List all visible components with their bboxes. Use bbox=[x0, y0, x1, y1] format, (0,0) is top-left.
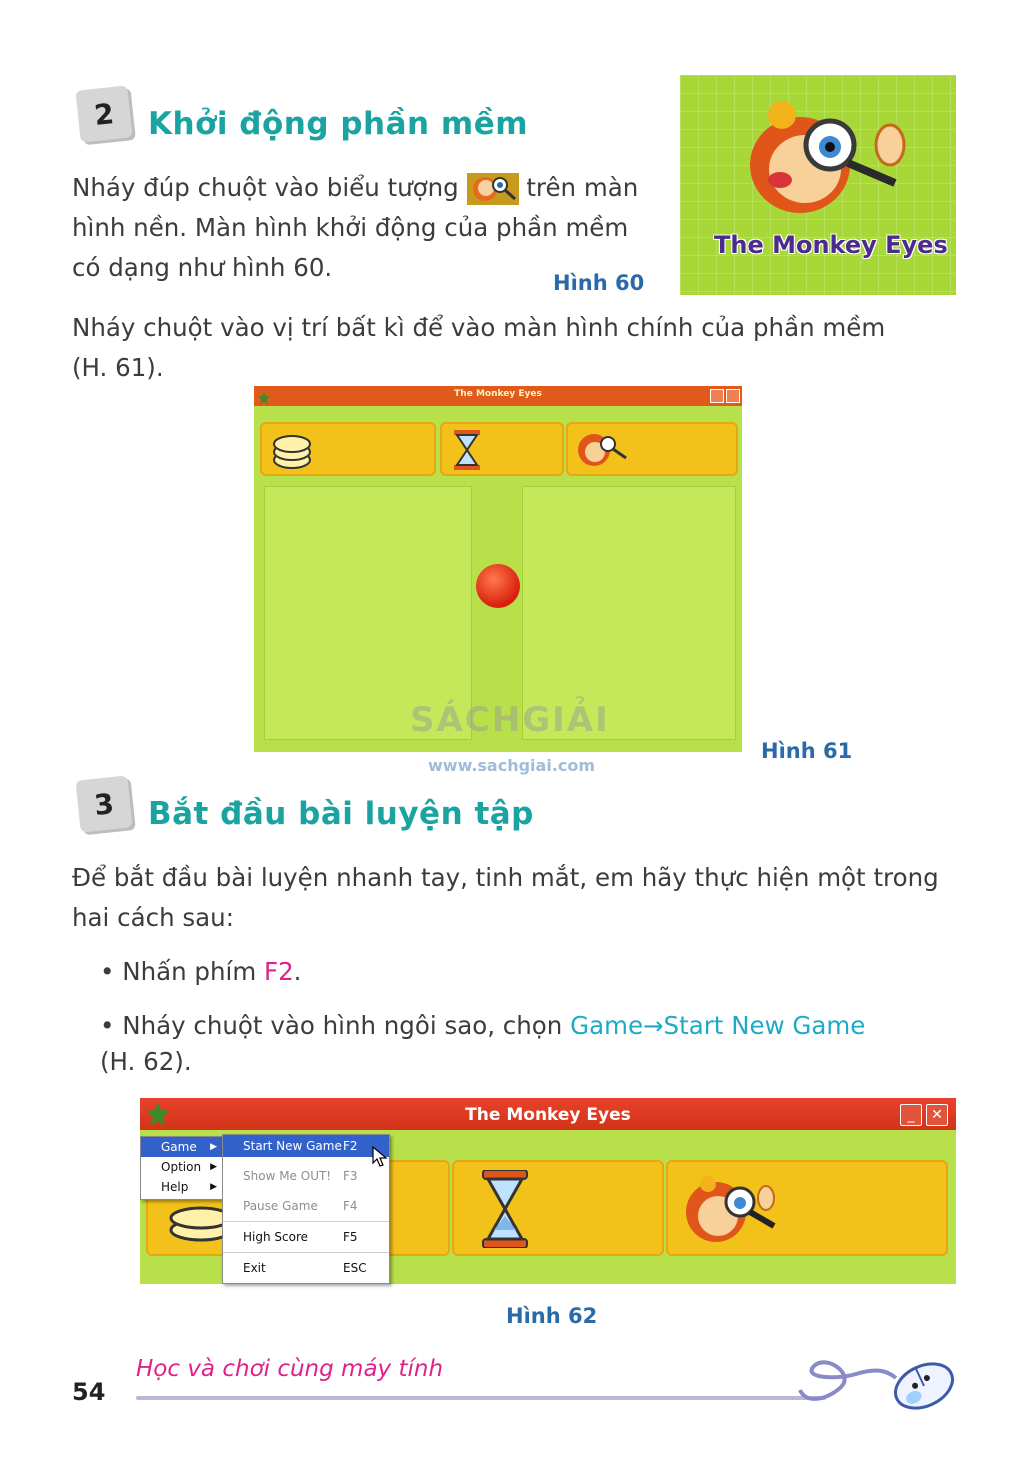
hourglass-icon bbox=[480, 1170, 530, 1248]
bullet-text: Nhấn phím bbox=[122, 957, 264, 986]
submenu-arrow-icon: ▶ bbox=[210, 1142, 217, 1152]
submenu-item-start-new-game[interactable] bbox=[223, 1135, 389, 1157]
section2-paragraph1 bbox=[72, 168, 662, 288]
figure-caption: Hình 60 bbox=[553, 271, 645, 295]
menu-item-help[interactable] bbox=[141, 1177, 223, 1197]
submenu-item-exit[interactable] bbox=[223, 1252, 389, 1283]
splash-screen-figure bbox=[680, 75, 956, 295]
submenu-label: High Score bbox=[243, 1230, 309, 1244]
bullet-item bbox=[100, 1006, 960, 1082]
menu-item-label: Help bbox=[161, 1180, 189, 1194]
coins-panel bbox=[260, 422, 436, 476]
submenu-shortcut: ESC bbox=[343, 1261, 367, 1275]
paragraph-line: hai cách sau: bbox=[72, 903, 234, 932]
submenu-label: Pause Game bbox=[243, 1199, 318, 1213]
mouse-pointer-icon bbox=[372, 1146, 388, 1168]
game-menu-figure bbox=[140, 1098, 956, 1284]
monkey-icon bbox=[678, 1168, 782, 1252]
submenu-item-show-me-out[interactable] bbox=[223, 1161, 389, 1191]
submenu-label: Start New Game bbox=[243, 1139, 342, 1153]
section-title: Bắt đầu bài luyện tập bbox=[148, 796, 534, 832]
submenu-shortcut: F5 bbox=[343, 1230, 358, 1244]
section3-paragraph bbox=[72, 858, 957, 938]
window-title: The Monkey Eyes bbox=[454, 389, 542, 399]
minimize-button[interactable]: _ bbox=[900, 1104, 922, 1126]
section2-paragraph2 bbox=[72, 308, 957, 388]
figure-caption: Hình 62 bbox=[506, 1304, 598, 1328]
menu-command: Game→Start New Game bbox=[570, 1011, 866, 1040]
paragraph-line: (H. 61). bbox=[72, 353, 164, 382]
footer-rule bbox=[136, 1396, 826, 1400]
close-button[interactable]: ✕ bbox=[926, 1104, 948, 1126]
footer-title: Học và chơi cùng máy tính bbox=[136, 1356, 444, 1382]
section-number-badge bbox=[75, 85, 132, 142]
section-number-badge bbox=[75, 775, 132, 832]
red-ball[interactable] bbox=[476, 564, 520, 608]
submenu-shortcut: F4 bbox=[343, 1199, 358, 1213]
section-number: 2 bbox=[92, 96, 116, 132]
menu-item-label: Game bbox=[161, 1140, 197, 1154]
menu-item-game[interactable] bbox=[141, 1137, 223, 1157]
watermark-logo: SÁCHGIẢI bbox=[410, 700, 610, 740]
paragraph-line: hình nền. Màn hình khởi động của phần mềm bbox=[72, 213, 629, 242]
paragraph-line: Để bắt đầu bài luyện nhanh tay, tinh mắt, em hãy thực hiện một trong bbox=[72, 863, 939, 892]
monkey-panel bbox=[666, 1160, 948, 1256]
paragraph-text: Nháy đúp chuột vào biểu tượng bbox=[72, 173, 459, 202]
bullet-line: (H. 62). bbox=[100, 1047, 192, 1076]
watermark-url: www.sachgiai.com bbox=[428, 756, 596, 775]
bullet-dot: • bbox=[100, 1011, 123, 1040]
submenu-label: Exit bbox=[243, 1261, 266, 1275]
paragraph-line: có dạng như hình 60. bbox=[72, 253, 333, 282]
submenu-item-high-score[interactable] bbox=[223, 1221, 389, 1252]
bullet-item bbox=[100, 952, 301, 992]
monkey-app-icon bbox=[467, 171, 519, 207]
page-number: 54 bbox=[72, 1378, 106, 1406]
submenu-shortcut: F3 bbox=[343, 1169, 358, 1183]
timer-panel bbox=[440, 422, 564, 476]
paragraph-line: Nháy chuột vào vị trí bất kì để vào màn hình chính của phần mềm bbox=[72, 313, 886, 342]
menu-item-option[interactable] bbox=[141, 1157, 223, 1177]
bullet-end: . bbox=[293, 957, 302, 986]
submenu-item-pause-game[interactable] bbox=[223, 1191, 389, 1221]
key-label: F2 bbox=[263, 957, 294, 986]
monkey-panel bbox=[566, 422, 738, 476]
game-menu bbox=[140, 1136, 224, 1200]
submenu-arrow-icon: ▶ bbox=[210, 1162, 217, 1172]
star-icon[interactable] bbox=[146, 1102, 170, 1126]
splash-title: The Monkey Eyes bbox=[714, 231, 948, 259]
monkey-icon bbox=[574, 428, 632, 470]
submenu-arrow-icon: ▶ bbox=[210, 1182, 217, 1192]
star-icon[interactable] bbox=[258, 389, 270, 401]
monkey-magnifier-illustration bbox=[720, 85, 920, 225]
close-icon[interactable] bbox=[726, 389, 740, 403]
minimize-icon[interactable] bbox=[710, 389, 724, 403]
main-window-figure bbox=[254, 386, 742, 752]
timer-panel bbox=[452, 1160, 664, 1256]
submenu-label: Show Me OUT! bbox=[243, 1169, 332, 1183]
section-title: Khởi động phần mềm bbox=[148, 106, 529, 142]
hourglass-icon bbox=[452, 430, 482, 470]
section-number: 3 bbox=[92, 786, 116, 822]
coins-icon bbox=[270, 430, 316, 470]
paragraph-text: trên màn bbox=[526, 173, 639, 202]
game-submenu bbox=[222, 1134, 390, 1284]
window-title: The Monkey Eyes bbox=[465, 1105, 631, 1125]
submenu-shortcut: F2 bbox=[343, 1139, 358, 1153]
menu-item-label: Option bbox=[161, 1160, 202, 1174]
figure-caption: Hình 61 bbox=[761, 739, 853, 763]
mouse-icon bbox=[796, 1334, 960, 1418]
bullet-text: Nháy chuột vào hình ngôi sao, chọn bbox=[122, 1011, 571, 1040]
bullet-dot: • bbox=[100, 957, 123, 986]
